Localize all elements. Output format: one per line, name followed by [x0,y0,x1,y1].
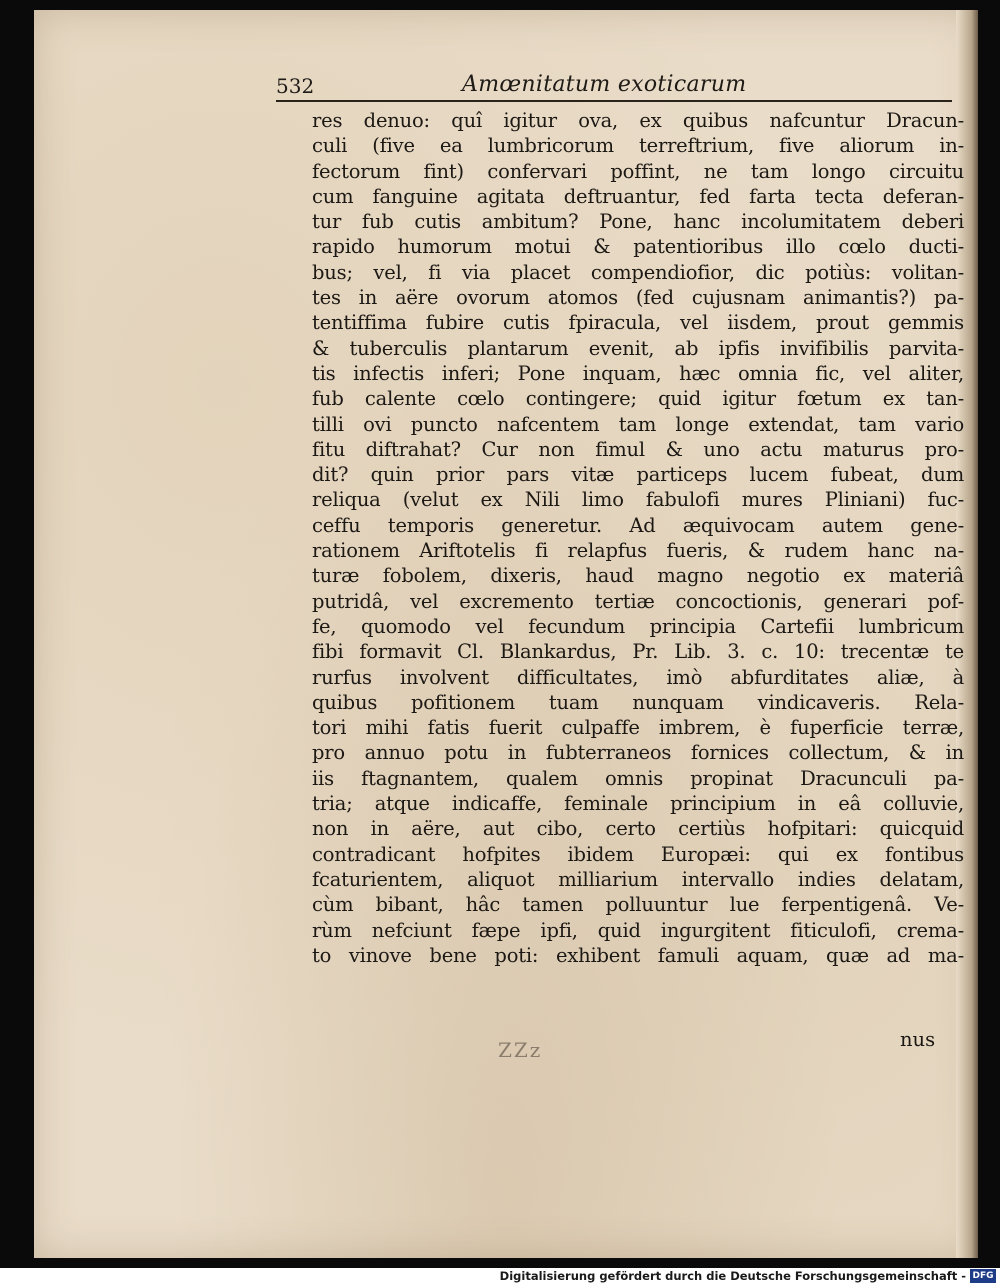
running-head: Amœnitatum exoticarum [462,72,747,97]
text-line: fub calente cœlo contingere; quid igitur fœtum ex tan- [312,387,964,411]
text-line: res denuo: quî igitur ova, ex quibus nafcuntur Dracun- [312,109,964,132]
text-line: culi (five ea lumbricorum terreftrium, five aliorum in- [312,134,964,158]
text-line: iis ftagnantem, qualem omnis propinat Dracunculi pa- [312,766,964,790]
text-line: rapido humorum motui & patentioribus illo cœlo ducti- [312,235,964,259]
text-line: dit? quin prior pars vitæ particeps lucem fubeat, dum [312,463,964,487]
text-line: bus; vel, fi via placet compendiofior, dic potiùs: volitan- [312,260,964,284]
text-line: fibi formavit Cl. Blankardus, Pr. Lib. 3. c. 10: trecentæ te [312,640,964,664]
text-line: tes in aëre ovorum atomos (fed cujusnam animantis?) pa- [312,286,964,310]
text-line: tentiffima fubire cutis fpiracula, vel iisdem, prout gemmis [312,311,964,335]
text-line: tis infectis inferi; Pone inquam, hæc omnia fic, vel aliter, [312,361,964,385]
text-line: & tuberculis plantarum evenit, ab ipfis invifibilis parvita- [312,336,964,360]
page-number: 532 [276,74,315,98]
credit-bar [0,1268,1000,1285]
text-line: rationem Ariftotelis fi relapfus fueris, & rudem hanc na- [312,539,964,563]
text-line: ceffu temporis generetur. Ad æquivocam autem gene- [312,513,964,537]
credit-text: Digitalisierung gefördert durch die Deutsche Forschungsgemeinschaft - [499,1269,966,1283]
text-line: pro annuo potu in fubterraneos fornices collectum, & in [312,741,964,765]
text-line: cum fanguine agitata deftruantur, fed farta tecta deferan- [312,184,964,208]
text-line: fe, quomodo vel fecundum principia Cartefii lumbricum [312,614,964,638]
text-line: fcaturientem, aliquot milliarium intervallo indies delatam, [312,867,964,891]
text-line: tria; atque indicaffe, feminale principium in eâ colluvie, [312,792,964,816]
text-line: fitu diftrahat? Cur non fimul & uno actu maturus pro- [312,437,964,461]
text-line: quibus pofitionem tuam nunquam vindicaveris. Rela- [312,690,964,714]
text-line: reliqua (velut ex Nili limo fabulofi mures Pliniani) fuc- [312,488,964,512]
text-line: putridâ, vel excremento tertiæ concoctionis, generari pof- [312,589,964,613]
text-line: tilli ovi puncto nafcentem tam longe extendat, tam vario [312,412,964,436]
catchword: nus [900,1028,936,1051]
text-line: to vinove bene poti: exhibent famuli aquam, quæ ad ma- [312,943,964,967]
text-line: non in aëre, aut cibo, certo certiùs hofpitari: quicquid [312,817,964,841]
body-text [312,108,964,968]
text-line: turæ fobolem, dixeris, haud magno negotio ex materiâ [312,564,964,588]
text-line: tur fub cutis ambitum? Pone, hanc incolumitatem deberi [312,210,964,234]
header-rule [276,100,952,102]
text-line: tori mihi fatis fuerit culpaffe imbrem, è fuperficie terræ, [312,716,964,740]
text-line: rùm nefciunt fæpe ipfi, quid ingurgitent fiticulofi, crema- [312,918,964,942]
text-line: fectorum fint) confervari poffint, ne tam longo circuitu [312,159,964,183]
text-line: contradicant hofpites ibidem Europæi: qui ex fontibus [312,842,964,866]
text-line: rurfus involvent difficultates, imò abfurditates aliæ, à [312,665,964,689]
text-line: cùm bibant, hâc tamen polluuntur lue ferpentigenâ. Ve- [312,893,964,917]
page-header [276,68,952,102]
dfg-logo: DFG [970,1269,996,1283]
signature-mark: ZZz [498,1038,543,1062]
